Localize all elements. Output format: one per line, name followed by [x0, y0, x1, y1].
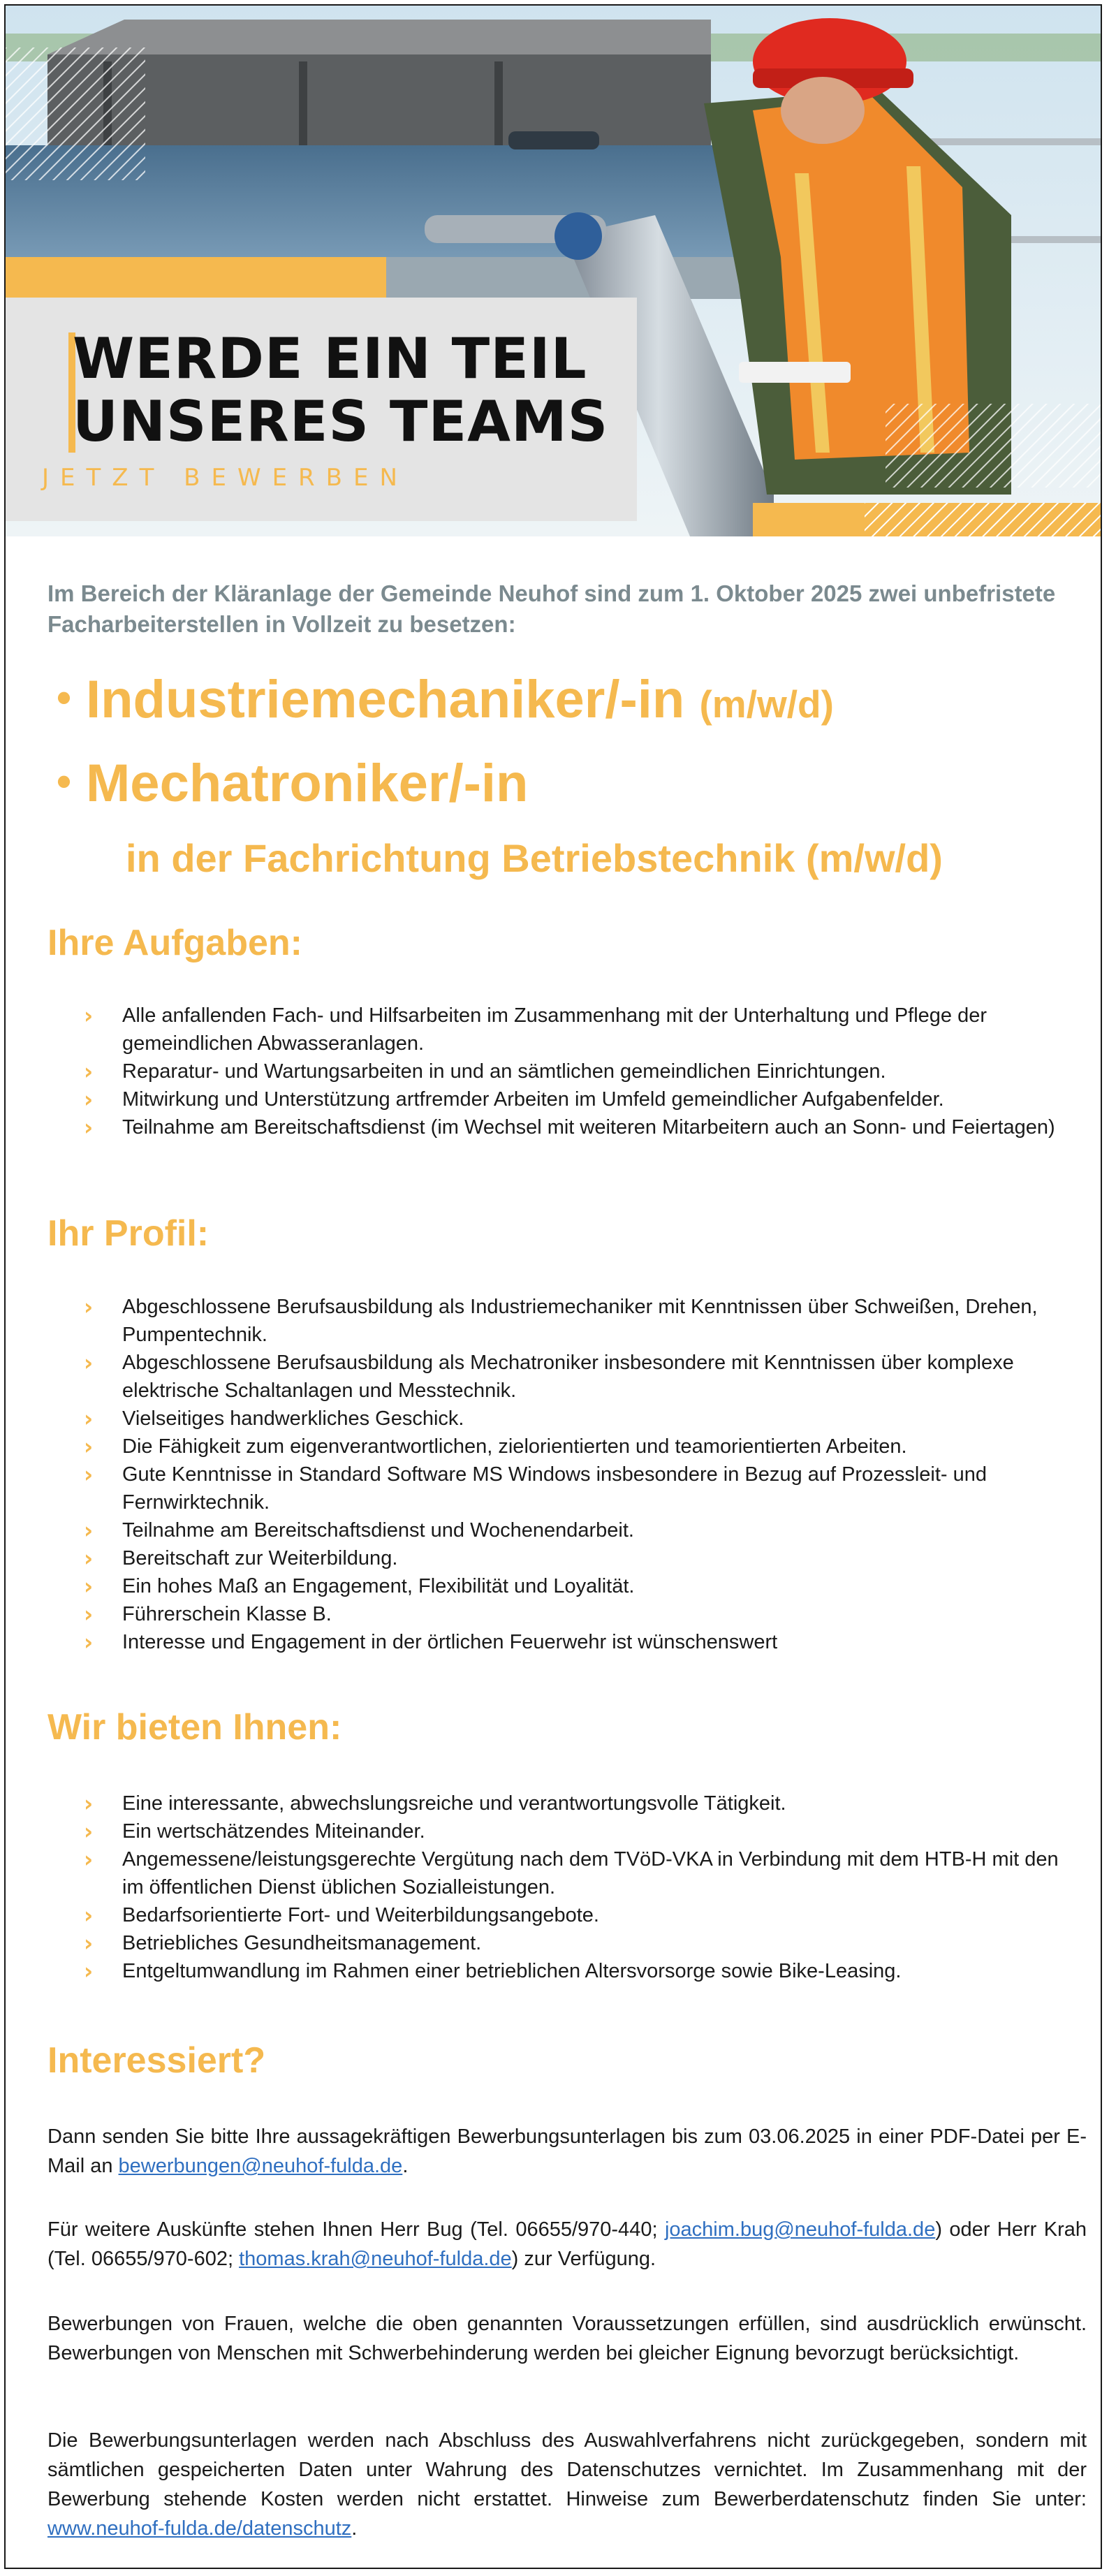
chevron-right-icon: › — [84, 1058, 94, 1085]
title-card — [6, 298, 637, 521]
list-item: › Ein hohes Maß an Engagement, Flexibilität und Loyalität. — [84, 1573, 635, 1600]
position-title: Mechatroniker/-in — [86, 754, 529, 813]
list-item: › Betriebliches Gesundheitsmanagement. — [84, 1930, 482, 1956]
chevron-right-icon: › — [84, 1086, 94, 1113]
list-item: › Gute Kenntnisse in Standard Software MS Windows insbesondere in Bezug auf Prozessleit- und Fernwirktechnik. — [84, 1461, 987, 1514]
intro-text: Im Bereich der Kläranlage der Gemeinde Neuhof sind zum 1. Oktober 2025 zwei unbefristete Facharbeiterstellen in Vollzeit zu besetzen: — [47, 580, 1056, 637]
chevron-right-icon: › — [84, 1433, 94, 1460]
chevron-right-icon: › — [84, 1958, 94, 1984]
application-email-link[interactable]: bewerbungen@neuhof-fulda.de — [118, 2155, 403, 2177]
equal-opportunity-note: Bewerbungen von Frauen, welche die oben genannten Voraussetzungen erfüllen, sind ausdrücklich erwünscht. Bewerbungen von Menschen mit Schwerbehinderung werden bei gleicher Eignung bevorzugt berücksichtigt. — [47, 2313, 1087, 2364]
list-item: › Bereitschaft zur Weiterbildung. — [84, 1545, 398, 1572]
list-item: › Ein wertschätzendes Miteinander. — [84, 1818, 425, 1845]
section-heading-aufgaben: Ihre Aufgaben: — [47, 923, 302, 963]
section-heading-bieten: Wir bieten Ihnen: — [47, 1707, 342, 1748]
job-posting — [4, 4, 1102, 2569]
chevron-right-icon: › — [84, 1405, 94, 1432]
bullet-icon: • — [57, 758, 72, 805]
hero-title-line2: UNSERES TEAMS — [73, 389, 609, 454]
hero-subtitle: JETZT BEWERBEN — [42, 464, 409, 492]
chevron-right-icon: › — [84, 1294, 94, 1320]
list-item: › Teilnahme am Bereitschaftsdienst und Wochenendarbeit. — [84, 1517, 634, 1544]
list-item: › Entgeltumwandlung im Rahmen einer betrieblichen Altersvorsorge sowie Bike-Leasing. — [84, 1958, 902, 1984]
list-item: › Eine interessante, abwechslungsreiche und verantwortungsvolle Tätigkeit. — [84, 1790, 786, 1817]
list-item: › Angemessene/leistungsgerechte Vergütung nach dem TVöD-VKA in Verbindung mit dem HTB-H mit den im öffentlichen Dienst üblichen Sozialleistungen. — [84, 1846, 1059, 1898]
list-item: › Teilnahme am Bereitschaftsdienst (im Wechsel mit weiteren Mitarbeitern auch an Sonn- und Feiertagen) — [84, 1114, 1055, 1141]
chevron-right-icon: › — [84, 1114, 94, 1141]
chevron-right-icon: › — [84, 1930, 94, 1956]
chevron-right-icon: › — [84, 1461, 94, 1488]
position-mechatroniker — [57, 753, 529, 814]
chevron-right-icon: › — [84, 1902, 94, 1929]
data-protection-note: Die Bewerbungsunterlagen werden nach Abschluss des Auswahlverfahrens nicht zurückgegeben, sondern mit sämtlichen gespeicherten Daten unter Wahrung des Datenschutzes vernichtet. Im Zusammenhang mit der Bewerbung stehende Kosten werden nicht erstattet. Hinweise zum Bewerberdatenschutz finden Sie unter: www.neuhof-fulda.de/datenschutz. — [47, 2429, 1087, 2540]
bieten-list — [6, 1790, 1101, 1985]
chevron-right-icon: › — [84, 1790, 94, 1817]
position-title: Industriemechaniker/-in — [86, 670, 685, 729]
section-heading-interessiert: Interessiert? — [47, 2040, 266, 2081]
chevron-right-icon: › — [84, 1818, 94, 1845]
list-item: › Abgeschlossene Berufsausbildung als Industriemechaniker mit Kenntnissen über Schweißen, Drehen, Pumpentechnik. — [84, 1294, 1038, 1346]
profil-list — [6, 1293, 1101, 1656]
list-item: › Interesse und Engagement in der örtlichen Feuerwehr ist wünschenswert — [84, 1629, 778, 1655]
hero-banner — [6, 6, 1101, 536]
section-heading-profil: Ihr Profil: — [47, 1213, 210, 1254]
chevron-right-icon: › — [84, 1517, 94, 1544]
contact-info: Für weitere Auskünfte stehen Ihnen Herr Bug (Tel. 06655/970-440; joachim.bug@neuhof-fulda.de) oder Herr Krah (Tel. 06655/970-602; thomas.krah@neuhof-fulda.de) zur Verfügung. — [47, 2218, 1087, 2270]
aufgaben-list — [6, 1002, 1101, 1141]
email-link-krah[interactable]: thomas.krah@neuhof-fulda.de — [239, 2248, 512, 2270]
list-item: › Mitwirkung und Unterstützung artfremder Arbeiten im Umfeld gemeindlicher Aufgabenfelder. — [84, 1086, 944, 1113]
list-item: › Bedarfsorientierte Fort- und Weiterbildungsangebote. — [84, 1902, 599, 1929]
position-industriemechaniker — [57, 669, 834, 730]
list-item: › Vielseitiges handwerkliches Geschick. — [84, 1405, 464, 1432]
chevron-right-icon: › — [84, 1573, 94, 1600]
chevron-right-icon: › — [84, 1545, 94, 1572]
list-item: › Alle anfallenden Fach- und Hilfsarbeiten im Zusammenhang mit der Unterhaltung und Pflege der gemeindlichen Abwasseranlagen. — [84, 1002, 987, 1055]
list-item: › Die Fähigkeit zum eigenverantwortlichen, zielorientierten und teamorientierten Arbeiten. — [84, 1433, 907, 1460]
bullet-icon: • — [57, 674, 72, 721]
list-item: › Führerschein Klasse B. — [84, 1601, 332, 1627]
email-link-bug[interactable]: joachim.bug@neuhof-fulda.de — [664, 2218, 936, 2241]
hero-title-line1: WERDE EIN TEIL — [73, 326, 587, 391]
application-instructions: Dann senden Sie bitte Ihre aussagekräftigen Bewerbungsunterlagen bis zum 03.06.2025 in einer PDF-Datei per E-Mail an bewerbungen@neuhof-fulda.de. — [47, 2125, 1087, 2177]
chevron-right-icon: › — [84, 1629, 94, 1655]
position-gender-suffix: (m/w/d) — [699, 682, 834, 726]
position-subtitle: in der Fachrichtung Betriebstechnik (m/w/d) — [126, 836, 943, 880]
list-item: › Reparatur- und Wartungsarbeiten in und an sämtlichen gemeindlichen Einrichtungen. — [84, 1058, 886, 1085]
chevron-right-icon: › — [84, 1002, 94, 1029]
datenschutz-link[interactable]: www.neuhof-fulda.de/datenschutz — [47, 2517, 352, 2540]
chevron-right-icon: › — [84, 1601, 94, 1627]
list-item: › Abgeschlossene Berufsausbildung als Mechatroniker insbesondere mit Kenntnissen über komplexe elektrische Schaltanlagen und Messtechnik. — [84, 1349, 1014, 1402]
chevron-right-icon: › — [84, 1349, 94, 1376]
chevron-right-icon: › — [84, 1846, 94, 1873]
